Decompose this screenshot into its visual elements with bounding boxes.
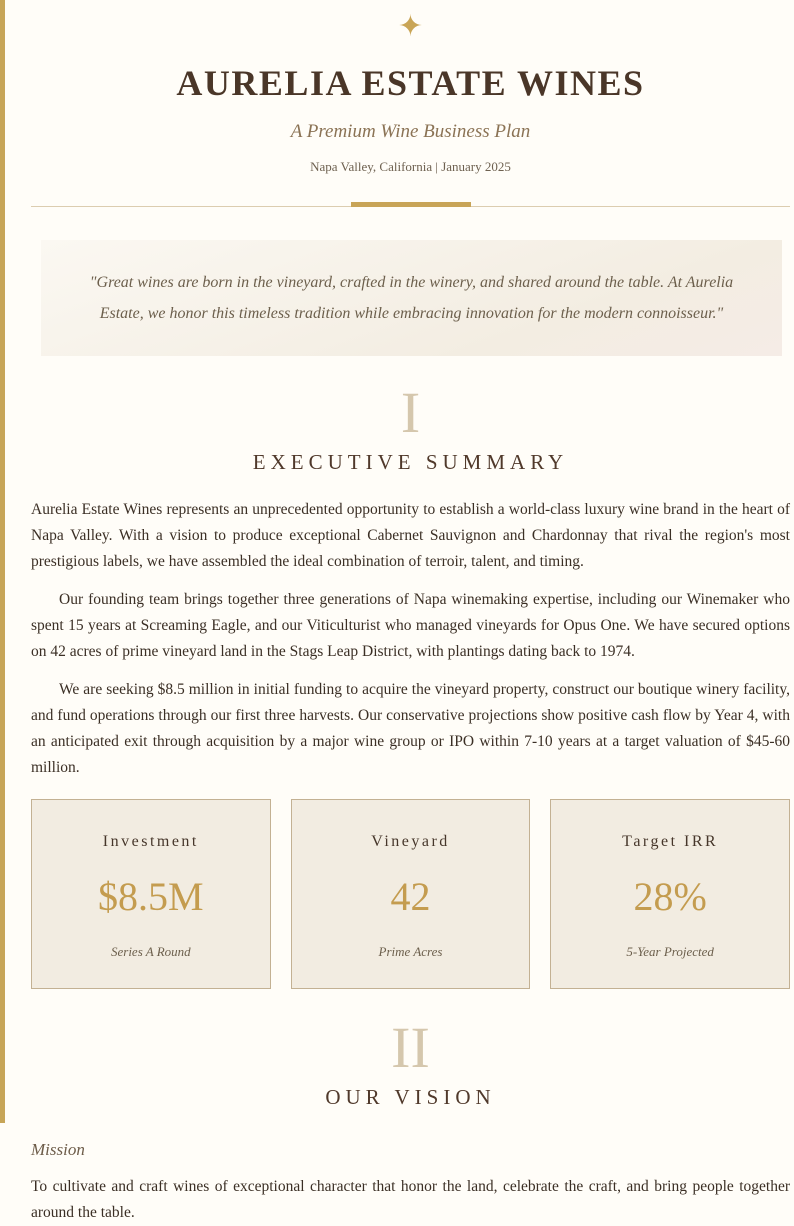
- executive-summary-paragraph: Our founding team brings together three generations of Napa winemaking expertise, including our Winemaker who spent 15 years at Screaming Eagle, and our Viticulturist who managed vineyards for Opus One. We have secured options on 42 acres of prime vineyard land in the Stags Leap District, with plantings dating back to 1974.: [31, 591, 790, 660]
- section-two-numeral: II: [391, 1015, 430, 1080]
- mission-paragraph: To cultivate and craft wines of exceptional character that honor the land, celebrate the craft, and bring people together around the table.: [31, 1178, 790, 1221]
- mission-heading: Mission: [31, 1140, 85, 1159]
- stat-card-investment: [31, 799, 271, 989]
- stat-card-vineyard: [291, 799, 531, 989]
- dateline: Napa Valley, California | January 2025: [310, 159, 511, 174]
- executive-summary-body: [31, 497, 790, 781]
- stat-value: 42: [390, 874, 431, 919]
- header-divider: [31, 202, 790, 207]
- stat-caption: Prime Acres: [378, 944, 443, 959]
- stat-label: Vineyard: [371, 833, 450, 850]
- epigraph-quote: "Great wines are born in the vineyard, crafted in the winery, and shared around the table. At Aurelia Estate, we honor this timeless tradition while embracing innovation for the modern connoisseur.": [41, 240, 782, 356]
- section-one-numeral: I: [400, 380, 421, 445]
- page-subtitle: A Premium Wine Business Plan: [290, 121, 531, 142]
- divider-accent-bar: [351, 202, 471, 207]
- stat-card-target-irr: [550, 799, 790, 989]
- section-two-title: OUR VISION: [325, 1085, 496, 1109]
- executive-summary-paragraph: Aurelia Estate Wines represents an unprecedented opportunity to establish a world-class luxury wine brand in the heart of Napa Valley. With a vision to produce exceptional Cabernet Sauvignon and Chardonnay that rival the region's most prestigious labels, we have assembled the ideal combination of terroir, talent, and timing.: [31, 501, 790, 570]
- stat-caption: 5-Year Projected: [626, 944, 714, 959]
- key-stats-row: [31, 799, 790, 989]
- stat-caption: Series A Round: [110, 944, 191, 959]
- document-header: [31, 0, 790, 207]
- page-title: AURELIA ESTATE WINES: [176, 63, 645, 103]
- section-two-header: [31, 1015, 790, 1110]
- stat-label: Target IRR: [622, 833, 719, 850]
- section-one-header: [31, 380, 790, 475]
- stat-value: $8.5M: [98, 874, 204, 919]
- executive-summary-paragraph: We are seeking $8.5 million in initial funding to acquire the vineyard property, construct our boutique winery facility, and fund operations through our first three harvests. Our conservative projections show positive cash flow by Year 4, with an anticipated exit through acquisition by a major wine group or IPO within 7-10 years at a target valuation of $45-60 million.: [31, 681, 790, 776]
- stat-label: Investment: [102, 833, 199, 850]
- diamond-ornament-icon: ✦: [397, 10, 424, 43]
- section-one-title: EXECUTIVE SUMMARY: [252, 450, 569, 474]
- stat-value: 28%: [633, 874, 707, 919]
